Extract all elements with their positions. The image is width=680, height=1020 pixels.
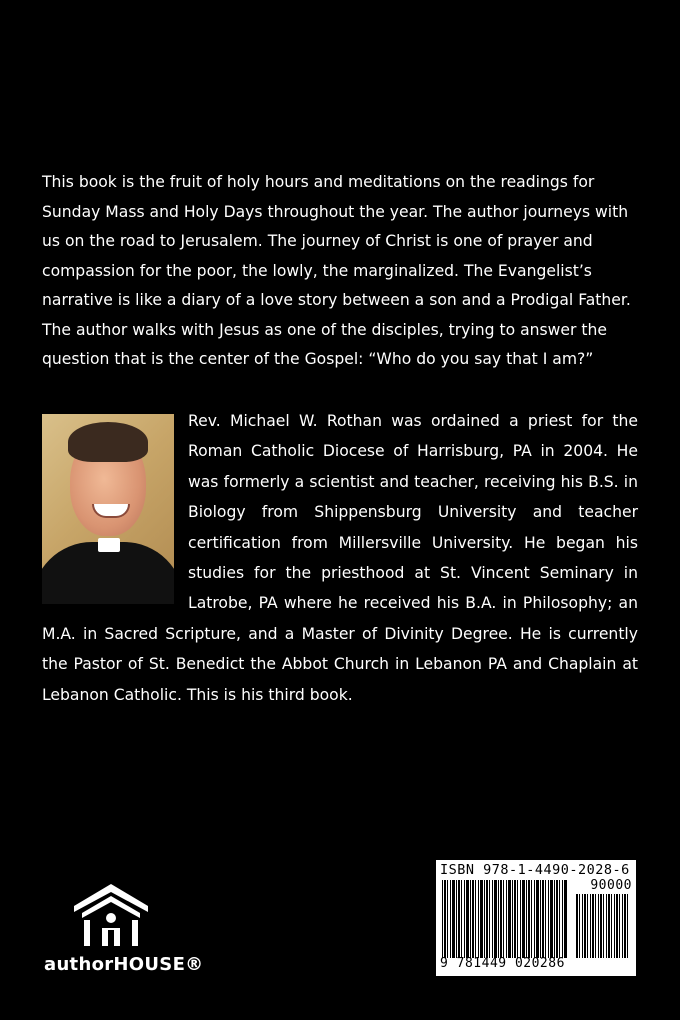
ean-digits: 9 781449 020286 — [440, 956, 565, 971]
price-code: 90000 — [590, 878, 632, 893]
publisher-name: authorHOUSE® — [44, 954, 204, 975]
isbn-barcode — [436, 860, 636, 976]
isbn-label: ISBN 978-1-4490-2028-6 — [440, 862, 630, 878]
house-logo-icon — [68, 880, 154, 950]
barcode-addon-bars — [576, 894, 630, 958]
author-photo — [42, 414, 174, 604]
publisher-logo — [44, 880, 204, 980]
barcode-bars — [442, 880, 568, 958]
author-bio-section — [42, 406, 638, 710]
author-bio-text: Rev. Michael W. Rothan was ordained a priest for the Roman Catholic Diocese of Harrisburg, PA in 2004. He was formerly a scientist and teacher, receiving his B.S. in Biology from Shippensburg University and teacher certification from Millersville University. He began his studies for the priesthood at St. Vincent Seminary in Latrobe, PA where he received his B.A. in Philosophy; an M.A. in Sacred Scripture, and a Master of Divinity Degree. He is currently the Pastor of St. Benedict the Abbot Church in Lebanon PA and Chaplain at Lebanon Catholic. This is his third book. — [42, 412, 638, 704]
back-cover-blurb: This book is the fruit of holy hours and meditations on the readings for Sunday Mass and Holy Days throughout the year. The author journeys with us on the road to Jerusalem. The journey of Christ is one of prayer and compassion for the poor, the lowly, the marginalized. The Evangelist’s narrative is like a diary of a love story between a son and a Prodigal Father. The author walks with Jesus as one of the disciples, trying to answer the question that is the center of the Gospel: “Who do you say that I am?” — [42, 173, 631, 368]
